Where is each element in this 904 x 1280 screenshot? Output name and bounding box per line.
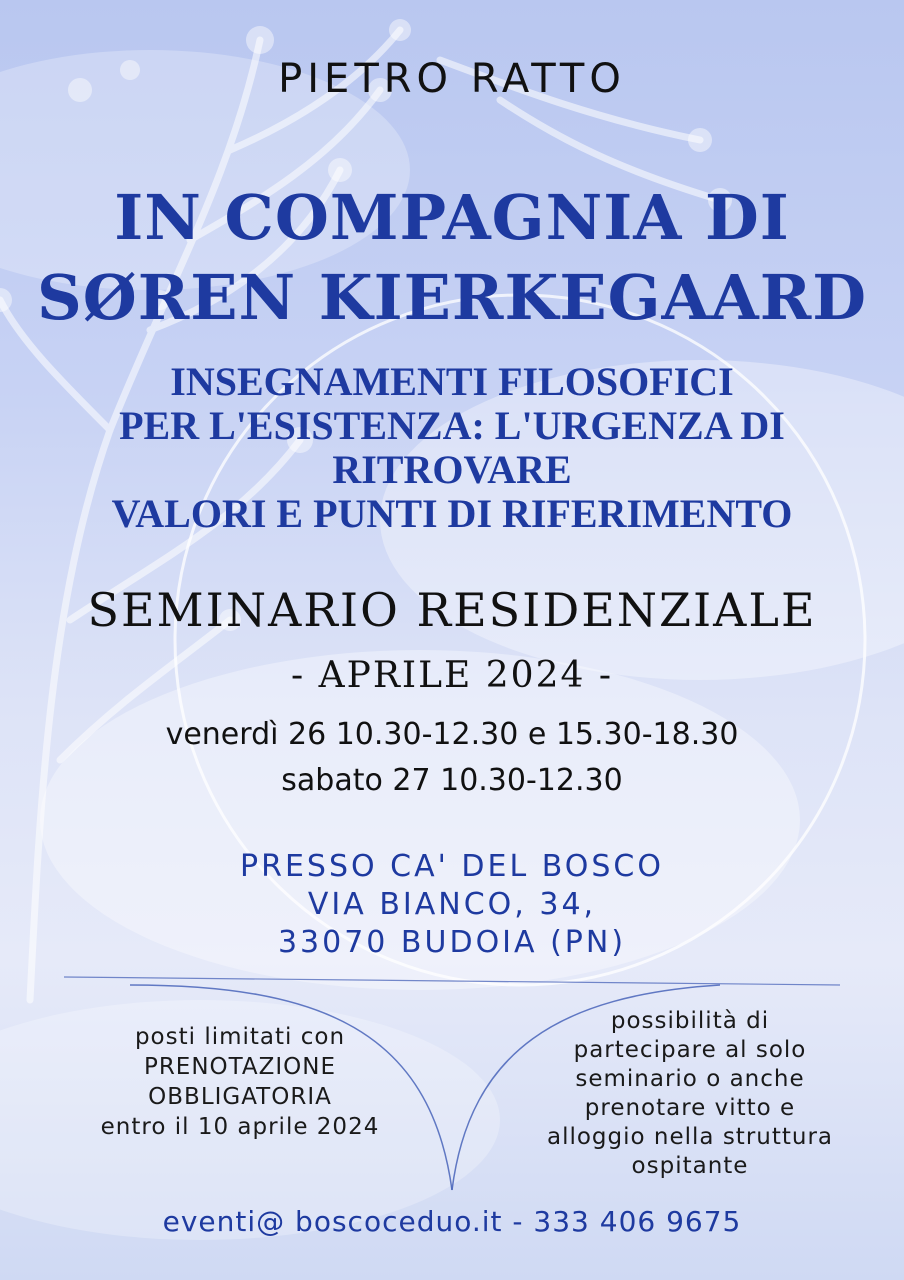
venue-line-1: PRESSO CA' DEL BOSCO <box>240 849 664 884</box>
venue-line-2: VIA BIANCO, 34, <box>307 887 597 922</box>
seminar-heading: SEMINARIO RESIDENZIALE <box>87 583 817 637</box>
options-note-line-1: possibilità di <box>610 1008 770 1034</box>
venue-line-3: 33070 BUDOIA (PN) <box>277 925 627 960</box>
event-month: - APRILE 2024 - <box>290 655 613 696</box>
contact-info: eventi@ boscoceduo.it - 333 406 9675 <box>162 1205 742 1238</box>
subtitle-line-1: INSEGNAMENTI FILOSOFICI <box>170 359 734 404</box>
booking-note-line-2: PRENOTAZIONE <box>143 1054 337 1080</box>
options-note-line-5: alloggio nella struttura <box>546 1124 834 1150</box>
booking-note <box>50 1022 430 1142</box>
booking-note-line-3: OBBLIGATORIA <box>148 1084 332 1110</box>
subtitle-line-2: PER L'ESISTENZA: L'URGENZA DI RITROVARE <box>119 403 785 492</box>
schedule-day-1: venerdì 26 10.30-12.30 e 15.30-18.30 <box>165 717 739 752</box>
event-title <box>0 178 904 338</box>
title-line-2: SØREN KIERKEGAARD <box>36 261 868 334</box>
options-note-line-2: partecipare al solo <box>573 1037 807 1063</box>
title-line-1: IN COMPAGNIA DI <box>114 181 790 254</box>
venue-address <box>0 848 904 962</box>
options-note-line-6: ospitante <box>631 1153 749 1179</box>
booking-note-line-1: posti limitati con <box>134 1024 346 1050</box>
booking-note-line-4: entro il 10 aprile 2024 <box>100 1114 380 1140</box>
options-note <box>500 1007 880 1181</box>
author-name: PIETRO RATTO <box>278 56 626 102</box>
options-note-line-4: prenotare vitto e <box>584 1095 796 1121</box>
schedule-day-2: sabato 27 10.30-12.30 <box>281 763 623 798</box>
subtitle-line-3: VALORI E PUNTI DI RIFERIMENTO <box>111 491 793 536</box>
event-subtitle <box>0 360 904 536</box>
options-note-line-3: seminario o anche <box>575 1066 805 1092</box>
